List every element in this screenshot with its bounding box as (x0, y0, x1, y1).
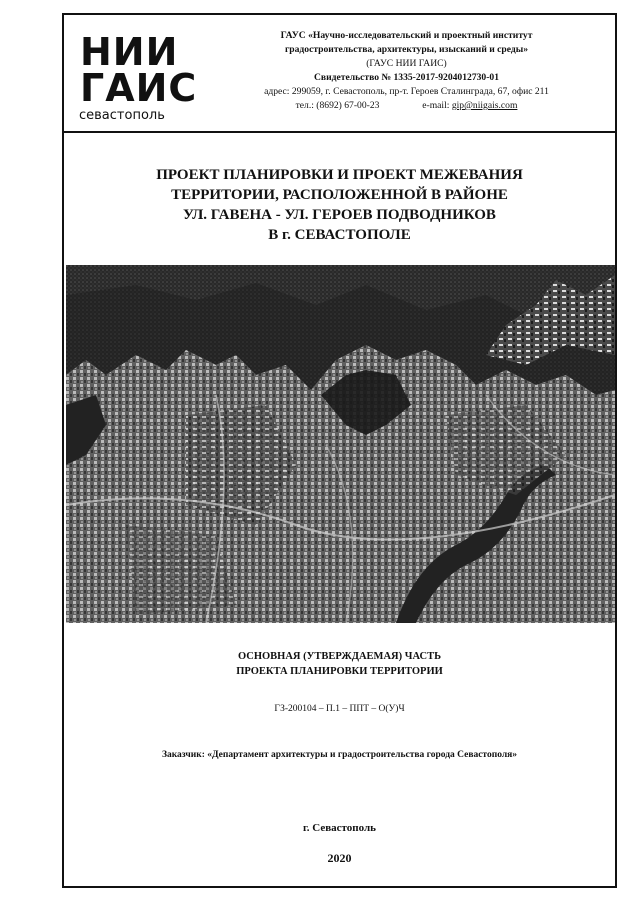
title-line-2: ТЕРРИТОРИИ, РАСПОЛОЖЕННОЙ В РАЙОНЕ (171, 187, 508, 203)
org-contacts (204, 99, 609, 113)
org-certificate: Свидетельство № 1335-2017-9204012730-01 (313, 72, 500, 83)
org-email-link[interactable]: gip@niigais.com (451, 100, 518, 111)
title-line-4: В г. СЕВАСТОПОЛЕ (268, 227, 411, 243)
logo-city: севастополь (79, 108, 165, 123)
title-line-1: ПРОЕКТ ПЛАНИРОВКИ И ПРОЕКТ МЕЖЕВАНИЯ (156, 167, 523, 183)
organization-details (204, 29, 609, 113)
title-page-frame (62, 13, 617, 888)
org-phone: тел.: (8692) 67-00-23 (295, 100, 380, 111)
part-line-1: ОСНОВНАЯ (УТВЕРЖДАЕМАЯ) ЧАСТЬ (237, 651, 442, 662)
title-block-header (64, 15, 615, 133)
document-code: ГЗ-200104 – П.1 – ППТ – О(У)Ч (274, 704, 405, 714)
customer: Заказчик: «Департамент архитектуры и градостроительства города Севастополя» (161, 750, 518, 760)
org-name-line-1: ГАУС «Научно-исследовательский и проектный институт (280, 30, 533, 41)
part-line-2: ПРОЕКТА ПЛАНИРОВКИ ТЕРРИТОРИИ (236, 666, 443, 677)
logo-line-2: ГАИС (80, 66, 198, 110)
aerial-photo (66, 265, 615, 623)
city: г. Севастополь (303, 822, 376, 834)
org-address: адрес: 299059, г. Севастополь, пр-т. Героев Сталинграда, 67, офис 211 (264, 86, 549, 97)
org-name-line-2: градостроительства, архитектуры, изысканий и среды» (284, 44, 529, 55)
logo-line-1: НИИ (80, 30, 179, 74)
institute-logo (72, 25, 198, 123)
year: 2020 (327, 851, 352, 865)
document-part (64, 649, 615, 679)
org-email-label: e-mail: (422, 100, 450, 111)
org-short-name: (ГАУС НИИ ГАИС) (366, 58, 447, 69)
document-title (64, 165, 615, 245)
title-line-3: УЛ. ГАВЕНА - УЛ. ГЕРОЕВ ПОДВОДНИКОВ (183, 207, 496, 223)
